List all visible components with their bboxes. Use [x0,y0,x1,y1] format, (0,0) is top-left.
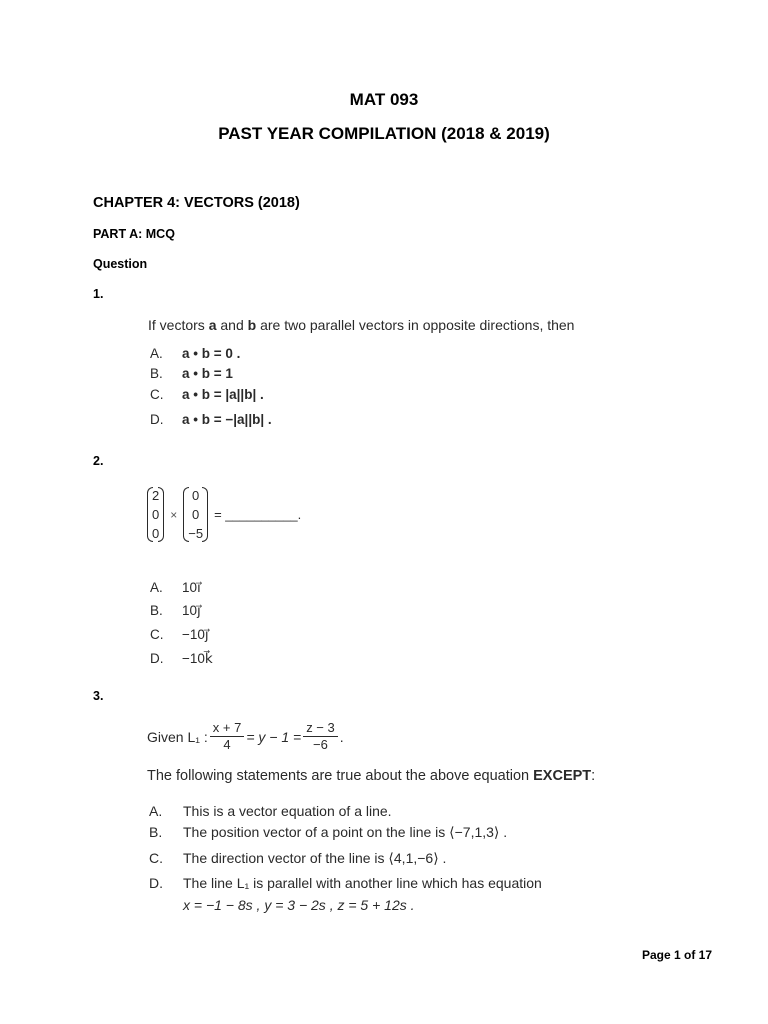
vector-entry: 2 [152,488,160,503]
fraction-denominator: 4 [223,737,231,752]
stem-text: are two parallel vectors in opposite directions, then [256,317,575,333]
option-letter: D. [149,875,163,891]
option-a [149,803,392,819]
vector-entry: 0 [152,507,160,522]
option-c [150,627,209,643]
given-prefix: Given L₁ : [147,728,208,745]
option-letter: A. [150,346,163,361]
option-a [150,346,240,361]
answer-blank: = __________. [214,507,302,522]
question-number: 1. [93,287,104,301]
option-d [150,651,213,667]
fraction-z [303,720,338,753]
option-text: This is a vector equation of a line. [183,803,392,819]
question-stem [148,317,574,333]
column-vector-left [147,486,164,543]
option-d [150,412,272,427]
option-text: a • b = 0 . [182,346,241,361]
vector-a: a [208,317,217,333]
equation-end: . [339,728,344,745]
option-d-continuation: x = −1 − 8s , y = 3 − 2s , z = 5 + 12s . [183,897,415,913]
fraction-numerator: x + 7 [210,720,245,737]
option-letter: A. [150,580,163,595]
page-number: Page 1 of 17 [641,948,712,962]
option-letter: C. [150,387,164,402]
option-letter: B. [150,366,163,381]
vector-entry: −5 [188,526,204,541]
option-text: The line L₁ is parallel with another line which has equation [183,875,542,891]
option-text: a • b = −|a||b| . [182,412,272,427]
question-heading: Question [93,257,148,271]
stem-emphasis: EXCEPT [533,768,592,784]
vector-entry: 0 [192,488,200,503]
option-text: a • b = 1 [182,366,233,381]
option-c [149,850,446,867]
option-b [150,366,233,381]
fraction-numerator: z − 3 [303,720,338,737]
fraction-x [210,720,245,753]
option-b [149,824,507,841]
option-letter: A. [149,803,163,819]
option-b [150,603,201,619]
option-text: a • b = |a||b| . [182,387,264,402]
stem-text: : [591,768,596,784]
option-a [150,580,201,596]
document-subtitle: PAST YEAR COMPILATION (2018 & 2019) [218,124,550,143]
column-vector-right [183,486,208,543]
document-title: MAT 093 [349,90,419,109]
stem-text: and [216,317,248,333]
cross-product-expression [147,486,301,543]
option-text: The direction vector of the line is ⟨4,1,−6⟩ . [183,850,447,866]
vector-b: b [247,317,257,333]
stem-text: If vectors [148,317,209,333]
question-number: 3. [93,689,104,703]
option-letter: D. [150,412,164,427]
option-c [150,387,264,402]
question-stem [147,768,595,784]
fraction-denominator: −6 [313,737,328,752]
chapter-heading: CHAPTER 4: VECTORS (2018) [93,195,300,211]
option-text: 10i⃗ [182,580,201,595]
option-text: −10k⃗ [182,651,213,666]
line-equation [147,720,344,753]
option-letter: B. [149,824,163,840]
option-text: 10j⃗ [182,603,201,618]
stem-text: The following statements are true about the above equation [147,768,534,784]
option-letter: D. [150,651,164,666]
option-letter: B. [150,603,163,618]
cross-operator: × [170,507,178,522]
option-letter: C. [149,850,163,866]
option-d [149,875,542,891]
vector-entry: 0 [192,507,200,522]
option-text: The position vector of a point on the line is ⟨−7,1,3⟩ . [183,824,508,840]
equation-middle: = y − 1 = [246,728,302,745]
option-letter: C. [150,627,164,642]
question-number: 2. [93,454,104,468]
option-text: −10j⃗ [182,627,209,642]
vector-entry: 0 [152,526,160,541]
part-heading: PART A: MCQ [93,227,175,241]
